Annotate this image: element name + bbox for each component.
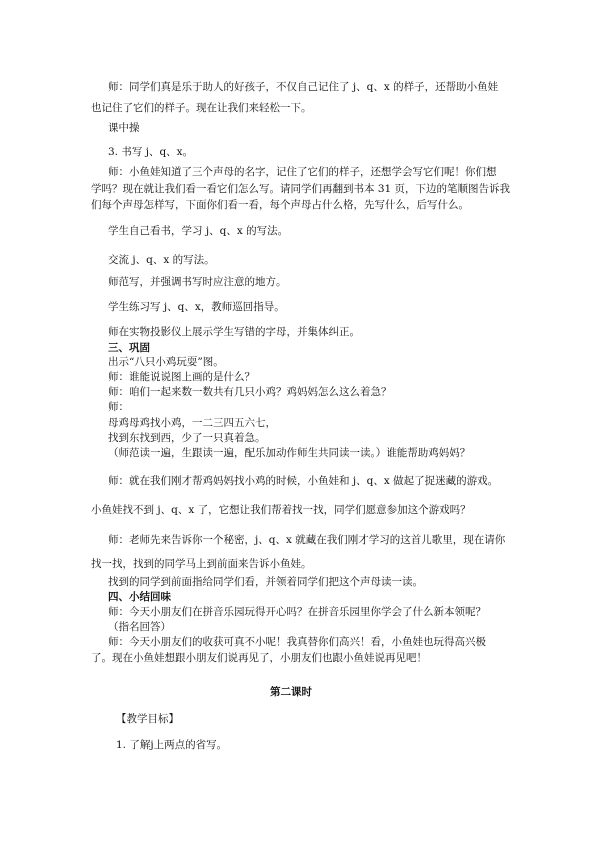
paragraph-line: 师：今天小朋友们的收获可真不小呢！我真替你们高兴！看，小鱼娃也玩得高兴极 bbox=[108, 636, 486, 648]
paragraph-line: 出示“八只小鸡玩耍”图。 bbox=[108, 356, 224, 368]
paragraph-line: 师：就在我们刚才帮鸡妈妈找小鸡的时候，小鱼娃和 j、q、x 做起了捉迷藏的游戏。 bbox=[108, 475, 499, 487]
poem-line: 找到东找到西，少了一只真着急。 bbox=[108, 432, 266, 444]
objective-item: 1. 了解j上两点的省写。 bbox=[116, 739, 228, 751]
paragraph-line: 学生自己看书，学习 j、q、x 的写法。 bbox=[108, 225, 289, 237]
paragraph-line: 师：谁能说说图上画的是什么？ bbox=[108, 371, 255, 383]
paragraph-line: 小鱼娃找不到 j、q、x 了，它想让我们帮着找一找，同学们愿意参加这个游戏吗？ bbox=[91, 504, 471, 516]
lesson-title: 第二课时 bbox=[270, 686, 312, 698]
paragraph-line: 3. 书写 j、q、x。 bbox=[108, 146, 194, 158]
paragraph-line: 师：今天小朋友们在拼音乐园玩得开心吗？在拼音乐园里你学会了什么新本领呢？ bbox=[108, 606, 486, 618]
paragraph-line: 学生练习写 j、q、x，教师巡回指导。 bbox=[108, 301, 285, 313]
paragraph-line: 师： bbox=[108, 401, 129, 413]
paragraph-line: 课中操 bbox=[108, 122, 140, 134]
paragraph-line: 师：老师先来告诉你一个秘密，j、q、x 就藏在我们刚才学习的这首儿歌里，现在请你 bbox=[108, 534, 506, 546]
paragraph-line: 也记住了它们的样子。现在让我们来轻松一下。 bbox=[91, 102, 312, 114]
paragraph-line: 找到的同学到前面指给同学们看，并领着同学们把这个声母读一读。 bbox=[108, 576, 423, 588]
paragraph-line: 师：同学们真是乐于助人的好孩子，不仅自己记住了 j、q、x 的样子，还帮助小鱼娃 bbox=[108, 81, 499, 93]
paragraph-line: （师范读一遍，生跟读一遍，配乐加动作师生共同读一读。）谁能帮助鸡妈妈？ bbox=[108, 447, 471, 459]
paragraph-line: （指名回答） bbox=[108, 621, 171, 633]
section-heading: 四、小结回味 bbox=[108, 591, 171, 603]
paragraph-line: 了。现在小鱼娃想跟小朋友们说再见了，小朋友们也跟小鱼娃说再见吧！ bbox=[91, 652, 427, 664]
paragraph-line: 交流 j、q、x 的写法。 bbox=[108, 254, 215, 266]
paragraph-line: 们每个声母怎样写，下面你们看一看，每个声母占什么格，先写什么，后写什么。 bbox=[91, 199, 469, 211]
paragraph-line: 师：小鱼娃知道了三个声母的名字，记住了它们的样子，还想学会写它们呢！你们想 bbox=[108, 166, 497, 178]
paragraph-line: 师在实物投影仪上展示学生写错的字母，并集体纠正。 bbox=[108, 326, 360, 338]
paragraph-line: 师：咱们一起来数一数共有几只小鸡？鸡妈妈怎么这么着急？ bbox=[108, 386, 392, 398]
paragraph-line: 找一找，找到的同学马上到前面来告诉小鱼娃。 bbox=[91, 558, 312, 570]
paragraph-line: 学吗？现在就让我们看一看它们怎么写。请同学们再翻到书本 31 页，下边的笔顺图告诉我 bbox=[91, 183, 511, 195]
poem-line: 母鸡母鸡找小鸡，一二三四五六七， bbox=[108, 417, 276, 429]
objectives-heading: 【教学目标】 bbox=[116, 713, 179, 725]
section-heading: 三、巩固 bbox=[108, 342, 150, 354]
paragraph-line: 师范写，并强调书写时应注意的地方。 bbox=[108, 276, 287, 288]
